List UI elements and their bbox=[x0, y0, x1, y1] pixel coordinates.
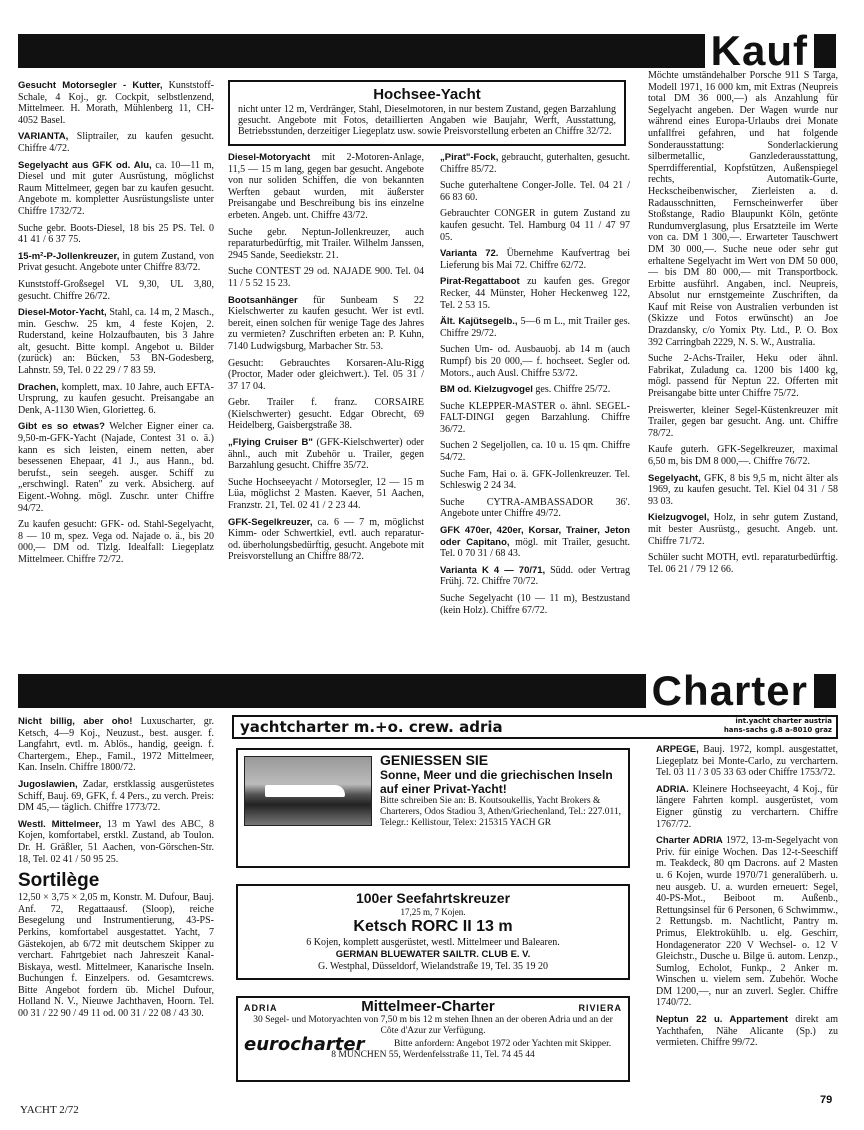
ad-headline: Segelyacht aus GFK od. Alu, bbox=[18, 159, 152, 171]
ad-text: 13 m Yawl des ABC, 8 Kojen, komfortabel, erstkl. Zustand, ab Toulon. Dr. H. Gräßler, 51 Aachen, von-Görschen-Str. 18, Tel. 02 41 / 50 95 25. bbox=[18, 818, 214, 865]
page-number: 79 bbox=[820, 1094, 833, 1106]
yachtcharter-banner bbox=[232, 715, 838, 739]
kauf-column-1 bbox=[18, 80, 214, 571]
ad-text: zu kaufen ges. Gregor Recker, 44 Münster, Hoher Heckenweg 122, Tel. 2 53 15. bbox=[440, 276, 630, 311]
classified-ad bbox=[440, 401, 630, 436]
classified-ad bbox=[440, 469, 630, 492]
classified-ad bbox=[648, 405, 838, 440]
mittelmeer-title: Mittelmeer-Charter bbox=[361, 998, 495, 1015]
classified-ad bbox=[18, 160, 214, 218]
ad-headline: Varianta K 4 — 70/71, bbox=[440, 564, 546, 576]
ad-headline: Gibt es so etwas? bbox=[18, 421, 105, 433]
seefahrt-club: GERMAN BLUEWATER SAILTR. CLUB E. V. bbox=[335, 949, 531, 960]
ad-text: Kunststoff-Schale, 4 Koj., gr. Cockpit, selbstlenzend, Mittelmeer. H. Morath, Mühlenberg 11, CH-4052 Basel. bbox=[18, 80, 214, 126]
ad-text: GFK, 8 bis 9,5 m, nicht älter als 1969, zu kaufen gesucht. Tel. Kiel 04 31 / 58 93 03. bbox=[648, 472, 838, 507]
seefahrt-title2: Ketsch RORC II 13 m bbox=[353, 918, 513, 935]
yachtcharter-address-line-2: hans-sachs g.8 a-8010 graz bbox=[723, 726, 832, 734]
classified-ad bbox=[440, 180, 630, 203]
classified-ad bbox=[18, 307, 214, 377]
ad-text: Zu kaufen gesucht: GFK- od. Stahl-Segelyacht, 8 — 10 m, spez. Vega od. Najade o. ä., bis 20 000,— DM od. Tlzlg. Idealfall: Liegeplatz Mittelmeer. Chiffre 72/72. bbox=[18, 519, 214, 565]
ad-headline: „Flying Cruiser B" bbox=[228, 437, 313, 449]
ad-headline: Charter ADRIA bbox=[656, 835, 723, 847]
ad-text: mit 2-Motoren-Anlage, 11,5 — 15 m lang, gegen bar gesucht. Angebote von nur soliden Schiffen, die von bekannten Werften gebaut wurden, mit äußerster Preisangabe und Beschreibung bis ins einzelne erbeten. Angeb. unt. Chiffre 43/72. bbox=[228, 152, 424, 221]
classified-ad bbox=[648, 353, 838, 399]
classified-ad bbox=[648, 552, 838, 575]
ad-text: für Sunbeam S 22 Kielschwerter zu kaufen gesucht. Wer ist evtl. bereit, einen solchen für wenige Tage des Jahres zu vermieten? Zuschriften erbeten an: P. Kuhn, 7140 Ludwigsburg, Marbacher Str. 53. bbox=[228, 294, 424, 352]
sortilege-title: Sortilège bbox=[18, 870, 100, 892]
ad-text: Suche CYTRA-AMBASSADOR 36'. Angebote unter Chiffre 49/72. bbox=[440, 496, 630, 520]
ad-text: mögl. mit Trailer, gesucht. Tel. 0 70 31 / 68 43. bbox=[440, 536, 630, 560]
ad-headline: Bootsanhänger bbox=[228, 294, 298, 306]
ad-text: Preiswerter, kleiner Segel-Küstenkreuzer mit Trailer, gegen bar gesucht. Ang. unt. Chiffre 78/72. bbox=[648, 404, 838, 439]
ad-headline: Westl. Mittelmeer, bbox=[18, 818, 102, 830]
mittelmeer-riviera: RIVIERA bbox=[578, 1003, 622, 1013]
ad-text: Gebr. Trailer f. franz. CORSAIRE (Kielschwerter) gesucht. Edgar Obrecht, 69 Heidelberg, Gaisbergstraße 38. bbox=[228, 397, 424, 432]
yacht-photo bbox=[244, 756, 372, 826]
classified-ad bbox=[18, 223, 214, 246]
classified-ad bbox=[228, 437, 424, 472]
classified-ad bbox=[18, 382, 214, 417]
kauf-column-3 bbox=[440, 152, 630, 621]
ad-text: Suche Fam, Hai o. ä. GFK-Jollenkreuzer. Tel. Schleswig 2 24 34. bbox=[440, 468, 630, 492]
yachtcharter-address-line-1: int.yacht charter austria bbox=[735, 717, 832, 725]
ad-headline: 15-m²-P-Jollenkreuzer, bbox=[18, 250, 120, 262]
classified-ad bbox=[228, 477, 424, 512]
ad-headline: VARIANTA, bbox=[18, 131, 69, 143]
mittelmeer-header bbox=[244, 998, 622, 1015]
ad-text: Schüler sucht MOTH, evtl. reparaturbedürftig. Tel. 06 21 / 79 12 66. bbox=[648, 552, 838, 575]
ad-headline: Jugoslawien, bbox=[18, 778, 78, 790]
ad-text: 5—6 m L., mit Trailer ges. Chiffre 29/72. bbox=[440, 316, 630, 339]
classified-ad bbox=[228, 358, 424, 393]
classified-ad bbox=[440, 152, 630, 175]
ad-headline: Segelyacht, bbox=[648, 472, 701, 484]
ad-text: Suchen 2 Segeljollen, ca. 10 u. 15 qm. Chiffre 54/72. bbox=[440, 440, 630, 464]
ad-text: Übernehme Kaufvertrag bei Lieferung bis Mai 72. Chiffre 62/72. bbox=[440, 248, 631, 271]
classified-ad bbox=[228, 295, 424, 353]
ad-headline: Drachen, bbox=[18, 381, 59, 393]
classified-ad bbox=[228, 227, 424, 262]
ad-text: Kleinere Hochseeyacht, 4 Koj., für längere Fahrten kompl. ausgerüstet, vom Eigner günstig zu verchartern. Chiffre 1767/72. bbox=[656, 783, 838, 830]
charter-section-title: Charter bbox=[646, 672, 814, 710]
ad-text: komplett, max. 10 Jahre, auch EFTA-Ursprung, zu kaufen gesucht. Preisangabe an Denk, A-1130 Wien, Glorietteg. 6. bbox=[18, 381, 214, 416]
classified-ad bbox=[18, 716, 214, 774]
classified-ad bbox=[656, 1014, 838, 1049]
ad-text: Gesucht: Gebrauchtes Korsaren-Alu-Rigg (Proctor, Mader oder gleichwert.). Tel. 05 31 / 37 17 04. bbox=[228, 357, 424, 392]
ad-text: Suche CONTEST 29 od. NAJADE 900. Tel. 04 11 / 5 52 15 23. bbox=[228, 266, 424, 289]
ad-text: in gutem Zustand, von Privat gesucht. Angebote unter Chiffre 83/72. bbox=[18, 250, 214, 274]
ad-text: ca. 6 — 7 m, möglichst Kimm- oder Schwertkiel, evtl. auch reparatur- od. überholungsbedürftig, gesucht. Angebote mit Preisvorstellung an Chiffre 88/72. bbox=[228, 516, 424, 563]
classified-ad bbox=[440, 497, 630, 520]
ad-text: Holz, in sehr gutem Zustand, mit bester Ausrüstg., gesucht. Angeb. unt. Chiffre 71/72. bbox=[648, 512, 838, 547]
geniessen-text: Bitte schreiben Sie an: B. Koutsoukellis, Yacht Brokers & Charterers, Odos Stadiou 3, Athen/Griechenland, Tel.: 227.011, Telegr.: Kellistour, Telex: 215315 YACH GR bbox=[380, 796, 622, 828]
kauf-column-2 bbox=[228, 152, 424, 568]
ad-text: Bauj. 1972, kompl. ausgestattet, Liegeplatz bei Monte-Carlo, zu verchartern. Tel. 03 11 / 3 05 33 63 oder Chiffre 1753/72. bbox=[656, 744, 838, 779]
classified-ad bbox=[18, 131, 214, 154]
ad-text: Sliptrailer, zu kaufen gesucht. Chiffre 4/72. bbox=[18, 131, 214, 154]
classified-ad bbox=[228, 266, 424, 289]
mittelmeer-text: 30 Segel- und Motoryachten von 7,50 m bis 12 m stehen Ihnen an der oberen Adria und an der Côte d'Azur zur Verfügung. bbox=[253, 1014, 613, 1036]
ad-text: gebraucht, guterhalten, gesucht. Chiffre 85/72. bbox=[440, 152, 630, 175]
classified-ad bbox=[440, 384, 630, 396]
geniessen-title: GENIESSEN SIE bbox=[380, 752, 489, 768]
classified-ad bbox=[440, 316, 630, 339]
ad-text: Luxuscharter, gr. Ketsch, 4—9 Koj., Neuzust., best. ausger. f. Langfahrt, evtl. m. Ablös., handig, geeign. f. Chartergem., Ehep., Famil., 1972 Mittelmeer, Kan. Inseln. Chiffre 1800/72. bbox=[18, 716, 214, 774]
classified-ad bbox=[440, 208, 630, 243]
classified-ad bbox=[228, 397, 424, 432]
ad-headline: GFK 470er, 420er, Korsar, Trainer, Jeton oder Capitano, bbox=[440, 525, 630, 548]
ad-text: Südd. oder Vertrag Frühj. 72. Chiffre 70/72. bbox=[440, 564, 630, 588]
classified-ad bbox=[440, 344, 630, 379]
ad-text: ca. 10—11 m, Diesel und mit guter Ausrüstung, möglichst Raum Mittelmeer, gegen bar zu kaufen gesucht. Angebote m. kompletter Ausrüstungsliste unter Chiffre 1732/72. bbox=[18, 159, 214, 217]
charter-header-band bbox=[18, 667, 836, 714]
classified-ad bbox=[18, 819, 214, 865]
hochsee-yacht-ad bbox=[228, 80, 626, 146]
eurocharter-request: Bitte anfordern: Angebot 1972 oder Yachten mit Skipper. bbox=[394, 1038, 612, 1049]
ad-text: (GFK-Kielschwerter) oder ähnl., auch mit Zubehör u. Trailer, gegen Barzahlung gesucht. Chiffre 35/72. bbox=[228, 437, 424, 472]
kauf-header-band bbox=[18, 27, 836, 74]
yachtcharter-banner-text: yachtcharter m.+o. crew. adria bbox=[240, 718, 503, 736]
classified-ad bbox=[18, 279, 214, 302]
ad-text: Gebrauchter CONGER in gutem Zustand zu kaufen gesucht. Tel. Hamburg 04 11 / 47 97 05. bbox=[440, 208, 630, 243]
ad-headline: Varianta 72. bbox=[440, 248, 499, 260]
ad-text: 1972, 13-m-Segelyacht von Priv. für einige Wochen. Das 12-t-Seeschiff m. Teakdeck, 80 qm Dacrons. auf 2 Masten u. 6 Kojen, wurde 1970/71 generalüberh. u. neu ausgeb. U. a. wurden erneuert: Segel, 40-PS-Mot., Beiboot m. Außenb., Rettungsinsel für 6 Personen, 6 Schwimmw., 2 Rettungsb. m. Nachtlicht, Pantry m. Primus, Elektrokühlb. u. elg. Geschirr, Hondagenerator 220 V Wechsel- o. 12 V Gleichstr., Dusche u. Bilge ü. autom. Lenzp., Sumlog, Echolot, Funkp., 2 Anker m. Winschen u. vielem sem. Zubehör. Woche DM 1200,—, nur an zuverl. Segler. Chiffre 1740/72. bbox=[656, 835, 838, 1009]
seefahrt-title: 100er Seefahrtskreuzer bbox=[355, 890, 511, 906]
ad-text: ges. Chiffre 25/72. bbox=[532, 384, 611, 396]
footer-left: YACHT 2/72 bbox=[20, 1104, 79, 1116]
charter-column-3 bbox=[656, 744, 838, 1054]
charter-column-1 bbox=[18, 716, 214, 1020]
classified-ad bbox=[656, 835, 838, 1009]
classified-ad bbox=[656, 784, 838, 830]
hochsee-title: Hochsee-Yacht bbox=[373, 86, 481, 103]
ad-text: Suche 2-Achs-Trailer, Heku oder ähnl. Fabrikat, Zuladung ca. 1200 bis 1400 kg, mögl. passend für Neptun 22. Offerten mit Preisangabe bitte unter Chiffre 75/72. bbox=[648, 353, 838, 400]
sortilege-text: 12,50 × 3,75 × 2,05 m, Konstr. M. Dufour, Bauj. Anf. 72, Regattaausf. (Sloop), reiche Besegelung und Instrumentierung, 43-PS-Perkins, komfortabel ausgestattet. Yacht, 7 Gästekojen, ab 6/72 mit deutschem Skipper zu verchart. Fahrtgebiet nach Jahreszeit Kanal-Biskaya, westl. Mittelmeer, Kanarische Inseln. Buchungen f. Einzelpers. od. Gesamtcrews. Bitte Angebot fordern üb. Michel Dufour, Holland N. V., Nieuwe Jachthaven, Hoorn. Tel. 00 31 / 22 90 / 49 11 od. 00 31 / 22 08 / 43 30. bbox=[18, 892, 214, 1020]
ad-text: Suche gebr. Neptun-Jollenkreuzer, auch reparaturbedürftig, mit Trailer. Wilhelm Janssen, 2945 Sande, Seediekstr. 21. bbox=[228, 226, 424, 261]
ad-text: Suche gebr. Boots-Diesel, 18 bis 25 PS. Tel. 0 41 41 / 6 37 75. bbox=[18, 222, 214, 246]
classified-ad bbox=[440, 248, 630, 271]
seefahrtskreuzer-ad bbox=[236, 884, 630, 980]
classified-ad bbox=[648, 70, 838, 348]
ad-headline: Neptun 22 u. Appartement bbox=[656, 1014, 789, 1026]
classified-ad bbox=[18, 421, 214, 514]
classified-ad bbox=[228, 152, 424, 222]
classified-ad bbox=[18, 779, 214, 814]
ad-headline: „Pirat"-Fock, bbox=[440, 152, 499, 163]
classified-ad bbox=[648, 473, 838, 508]
classified-ad bbox=[440, 565, 630, 588]
ad-text: Welcher Eigner einer ca. 9,50-m-GFK-Yacht (Najade, Contest 31 o. ä.) kann es sich leisten, einem netten, aber besessenen Ehepaar, 41 J., aus Hann., bd. berufst., sein seegeh. ausger. Schiff zu „erschwingl. Raten" zu verk. Absicherg. auf Eigent.-Wohng. mögl. Zuschr. unter Chiffre 94/72. bbox=[18, 421, 214, 514]
mittelmeer-charter-ad bbox=[236, 996, 630, 1082]
ad-text: direkt am Yachthafen, Nähe Alicante (Sp.) zu vermieten. Chiffre 99/72. bbox=[656, 1014, 838, 1049]
ad-headline: Pirat-Regattaboot bbox=[440, 276, 520, 288]
ad-text: Suche KLEPPER-MASTER o. ähnl. SEGEL-FALT-DINGI gegen Barzahlung. Chiffre 36/72. bbox=[440, 400, 630, 435]
kauf-column-4 bbox=[648, 70, 838, 580]
ad-text: Kaufe guterh. GFK-Segelkreuzer, maximal 6,50 m, bis DM 8 000,—. Chiffre 76/72. bbox=[648, 444, 838, 467]
ad-headline: Gesucht Motorsegler - Kutter, bbox=[18, 80, 163, 91]
kauf-section-title: Kauf bbox=[705, 32, 814, 70]
ad-text: Suche Hochseeyacht / Motorsegler, 12 — 15 m Lüa, möglichst 2 Masten. Kaever, 51 Aachen, Franzstr. 21, Tel. 02 41 / 2 23 44. bbox=[228, 476, 424, 512]
ad-text: Stahl, ca. 14 m, 2 Masch., min. Geschw. 25 km, 4 feste Kojen, 2. Ruderstand, keine Holzaufbauten, bis 3 Jahre alt, gesucht. Bitte kompl. Angebot u. Bilder (zurück) an: Bücken, 53 BN-Godesberg, Lahnstr. 59, Tel. 0 22 29 / 7 83 59. bbox=[18, 307, 214, 377]
eurocharter-address: 8 MÜNCHEN 55, Werdenfelsstraße 11, Tel. 74 45 44 bbox=[331, 1050, 535, 1061]
ad-text: Suchen Um- od. Ausbauobj. ab 14 m (auch Rumpf) bis 20 000,— f. hochseet. Segler od. Motors., auch Ausl. Chiffre 53/72. bbox=[440, 344, 630, 379]
eurocharter-row bbox=[244, 1033, 622, 1055]
classified-ad bbox=[648, 512, 838, 547]
ad-text: Möchte umständehalber Porsche 911 S Targa, Modell 1971, 16 000 km, mit Extras (Neupreis total DM 36 000,—) als Anzahlung für Segelyacht angeben. Der Wagen wurde nur während eines Europa-Urlaubs drei Monate unfallfrei gefahren, und hat folgende Sonderausstattung: Sonderlackierung silbermetallic, Ganzlederausstattung, Sperrdifferential, Kopfstützen, Außenspiegel rechts, Automatik-Gurte, Heckscheibenwischer, Zierleisten a. d. Radausschnitten, Fernscheinwerfer über Stoßstange, Radio Blaupunkt Köln, getönte Rundumverglasung, plus Ersatzteile im Werte von ca. DM 1 300,—. Erwarteter Tauschwert DM 30 000,—. Suche neue oder sehr gut erhaltene Segelyacht im Wert von DM 50 000,— bis DM 80 000,— mit Transportbock. Erbitte ausführl. Angaben, incl. Neupreis, Absolut nur ernstgemeinte Zuschriften, da Kauf mit Reise von Australien verbunden ist (Skizze und Fotos erwünscht) an Joe Drazdansky, c/o Yomix Pty. Ltd., P. O. Box 392 Carringbah 2229, N. S. W., Australia. bbox=[648, 70, 838, 348]
classified-ad bbox=[18, 80, 214, 126]
ad-headline: Diesel-Motor-Yacht, bbox=[18, 307, 107, 319]
seefahrt-sub: 17,25 m, 7 Kojen. bbox=[400, 907, 466, 917]
geniessen-ad bbox=[236, 748, 630, 868]
ad-headline: ADRIA. bbox=[656, 783, 689, 795]
classified-ad bbox=[440, 593, 630, 616]
geniessen-subtitle: Sonne, Meer und die griechischen Inseln auf einer Privat-Yacht! bbox=[380, 768, 613, 796]
ad-headline: Kielzugvogel, bbox=[648, 512, 710, 524]
ad-headline: Diesel-Motoryacht bbox=[228, 152, 311, 163]
classified-ad bbox=[18, 251, 214, 274]
classified-ad bbox=[648, 444, 838, 467]
classified-ad bbox=[228, 517, 424, 563]
ad-headline: BM od. Kielzugvogel bbox=[440, 384, 533, 396]
hochsee-text: nicht unter 12 m, Verdränger, Stahl, Dieselmotoren, in nur bestem Zustand, gegen Barzahlung gesucht. Angebote mit Fotos, detaillierten Angaben wie Baujahr, Werft, Ausstattung, Betriebsstunden, derzeitiger Liegeplatz usw. sowie Preisvorstellung erbeten an Chiffre 32/72. bbox=[238, 104, 616, 137]
mittelmeer-adria: ADRIA bbox=[244, 1003, 278, 1013]
eurocharter-logo: eurocharter bbox=[244, 1033, 365, 1055]
ad-headline: Ält. Kajütsegelb., bbox=[440, 316, 518, 328]
classified-ad bbox=[440, 276, 630, 311]
seefahrt-line1: 6 Kojen, komplett ausgerüstet, westl. Mittelmeer und Balearen. bbox=[306, 937, 560, 948]
ad-text: Suche guterhaltene Conger-Jolle. Tel. 04 21 / 66 83 60. bbox=[440, 180, 630, 203]
classified-ad bbox=[18, 519, 214, 565]
ad-headline: GFK-Segelkreuzer, bbox=[228, 516, 313, 528]
ad-headline: ARPEGE, bbox=[656, 744, 699, 755]
ad-text: Zadar, erstklassig ausgerüstetes Schiff, Bauj. 69, GFK, f. 4 Pers., zu verch. Preis: DM 45,— täglich. Chiffre 1773/72. bbox=[18, 778, 214, 814]
classified-ad bbox=[440, 440, 630, 463]
classified-ad bbox=[656, 744, 838, 779]
yachtcharter-address bbox=[642, 717, 832, 735]
classified-ad bbox=[440, 525, 630, 560]
seefahrt-address: G. Westphal, Düsseldorf, Wielandstraße 19, Tel. 35 19 20 bbox=[318, 961, 548, 972]
ad-text: Kunststoff-Großsegel VL 9,30, UL 3,80, gesucht. Chiffre 26/72. bbox=[18, 278, 214, 302]
ad-headline: Nicht billig, aber oho! bbox=[18, 716, 133, 727]
ad-text: Suche Segelyacht (10 — 11 m), Bestzustand (kein Holz). Chiffre 67/72. bbox=[440, 593, 630, 616]
